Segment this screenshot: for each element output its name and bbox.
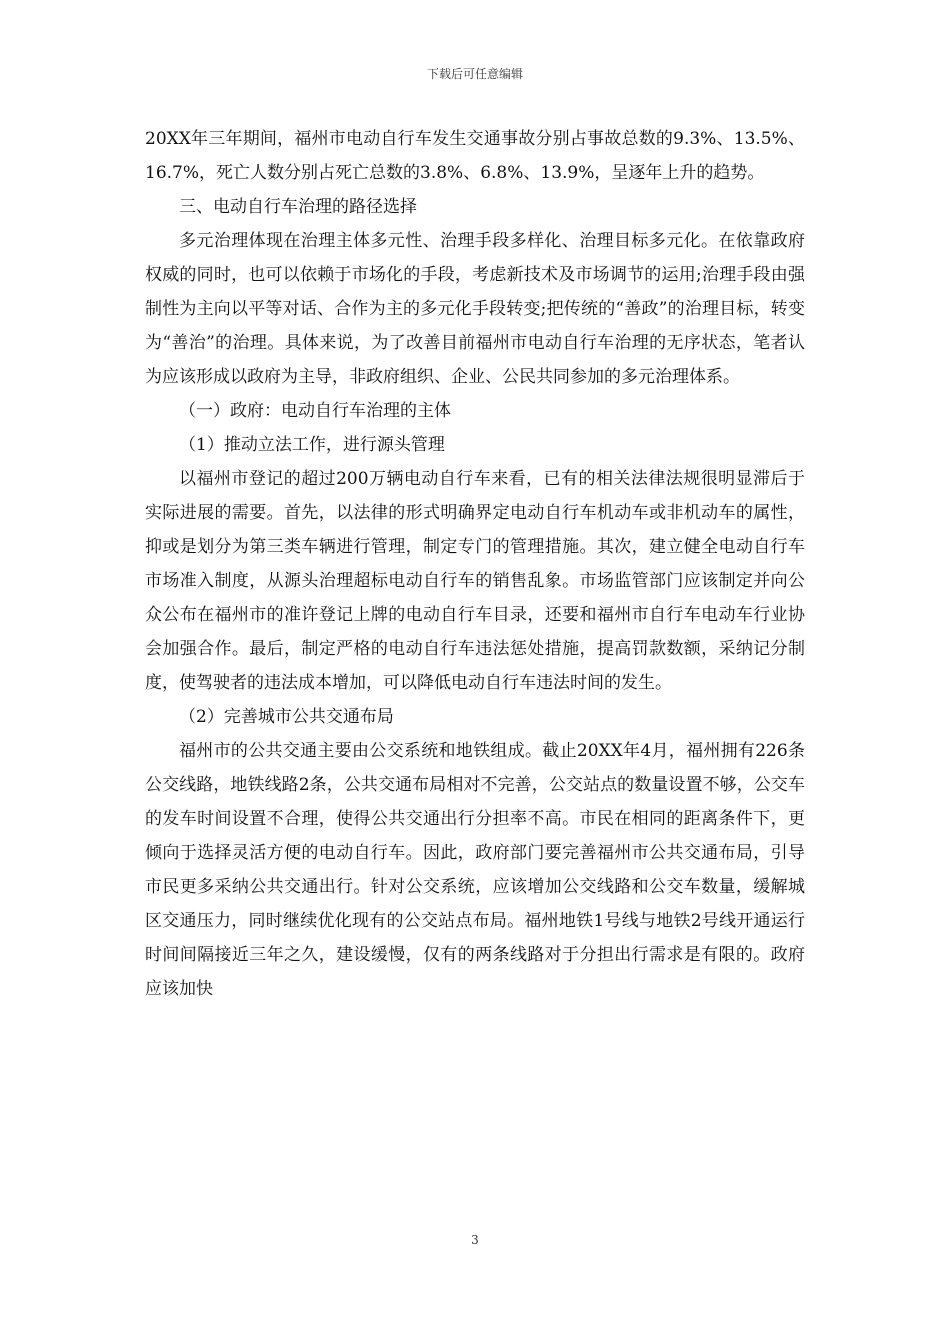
page-number: 3: [471, 1233, 479, 1247]
paragraph-body: 多元治理体现在治理主体多元性、治理手段多样化、治理目标多元化。在依靠政府权威的同时，也可以依赖于市场化的手段，考虑新技术及市场调节的运用;治理手段由强制性为主向以平等对话、合作为主的多元化手段转变;把传统的“善政”的治理目标，转变为“善治”的治理。具体来说，为了改善目前福州市电动自行车治理的无序状态，笔者认为应该形成以政府为主导，非政府组织、企业、公民共同参加的多元治理体系。: [145, 231, 805, 387]
paragraph-body: 以福州市登记的超过200万辆电动自行车来看，已有的相关法律法规很明显滞后于实际进展的需要。首先，以法律的形式明确界定电动自行车机动车或非机动车的属性，抑或是划分为第三类车辆进行管理，制定专门的管理措施。其次，建立健全电动自行车市场准入制度，从源头治理超标电动自行车的销售乱象。市场监管部门应该制定并向公众公布在福州市的准许登记上牌的电动自行车目录，还要和福州市自行车电动车行业协会加强合作。最后，制定严格的电动自行车违法惩处措施，提高罚款数额，采纳记分制度，使驾驶者的违法成本增加，可以降低电动自行车违法时间的发生。: [145, 469, 805, 693]
section-heading: 三、电动自行车治理的路径选择: [179, 197, 417, 217]
page-header: 下载后可任意编辑: [426, 67, 523, 81]
paragraph-body: 福州市的公共交通主要由公交系统和地铁组成。截止20XX年4月，福州拥有226条公交线路，地铁线路2条，公共交通布局相对不完善，公交站点的数量设置不够，公交车的发车时间设置不合理，使得公共交通出行分担率不高。市民在相同的距离条件下，更倾向于选择灵活方便的电动自行车。因此，政府部门要完善福州市公共交通布局，引导市民更多采纳公共交通出行。针对公交系统，应该增加公交线路和公交车数量，缓解城区交通压力，同时继续优化现有的公交站点布局。福州地铁1号线与地铁2号线开通运行时间间隔接近三年之久，建设缓慢，仅有的两条线路对于分担出行需求是有限的。政府应该加快: [145, 741, 805, 999]
subsubsection-heading: （2）完善城市公共交通布局: [179, 707, 394, 727]
subsection-heading: （一）政府：电动自行车治理的主体: [179, 401, 451, 421]
subsubsection-heading: （1）推动立法工作，进行源头管理: [179, 435, 445, 455]
paragraph-continuation: 20XX年三年期间，福州市电动自行车发生交通事故分别占事故总数的9.3%、13.5%、16.7%，死亡人数分别占死亡总数的3.8%、6.8%、13.9%，呈逐年上升的趋势。: [145, 129, 805, 183]
document-body: [145, 122, 805, 1006]
